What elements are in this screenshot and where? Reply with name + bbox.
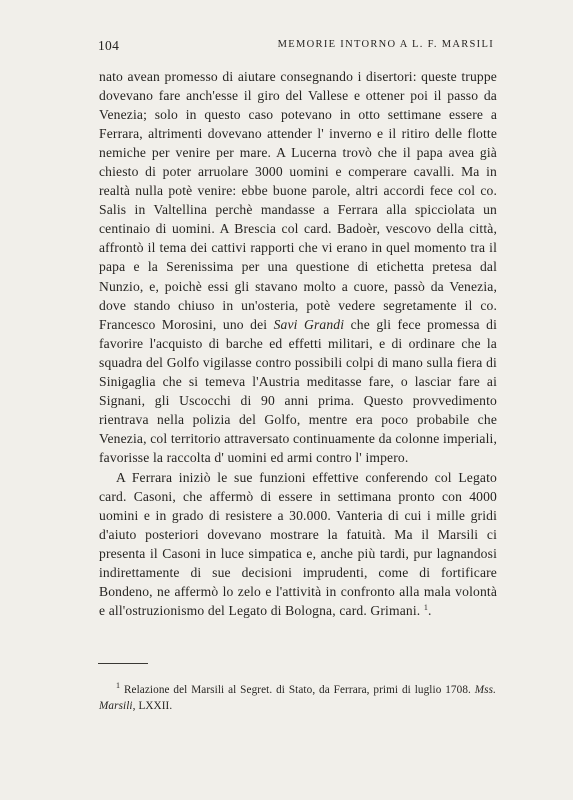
paragraph-1 — [99, 67, 497, 467]
paragraph-2-end: . — [428, 603, 432, 619]
footnote — [99, 682, 496, 714]
paragraph-2-text: A Ferrara iniziò le sue funzioni effettive conferendo col Legato card. Casoni, che affermò di essere in settimana pronto con 4000 uomini e in grado di resistere a 30.000. Vanteria di cui i mille gridi d'aiuto posteriori dovevano mostrare la fatuità. Ma il Marsili ci presenta il Casoni in luce simpatica e, anche più tardi, pur lagnandosi indirettamente di sue decisioni imprudenti, come di fortificare Bondeno, ne affermò lo zelo e l'attività in confronto alla mala volontà e all'ostruzionismo del Legato di Bologna, card. Grimani. — [99, 469, 497, 619]
footnote-marker: 1 — [116, 681, 121, 690]
running-title: MEMORIE INTORNO A L. F. MARSILI — [277, 39, 494, 50]
footnote-reference: 1 — [423, 603, 429, 613]
paragraph-1-italic: Savi Grandi — [273, 316, 345, 332]
page-number: 104 — [98, 38, 120, 53]
paragraph-1-text-a: nato avean promesso di aiutare consegnando i disertori: queste truppe dovevano fare anch'esse il giro del Vallese e ottener poi il passo da Venezia; solo in questo caso potevano in otto settimane essere a Ferrara, altrimenti dovevano attender l' inverno e il ritiro delle flotte nemiche per venire per mare. A Lucerna trovò che il papa avea già chiesto di poter arruolare 3000 uomini e comperare cavalli. Ma in realtà nulla potè venire: ebbe buone parole, altri accordi fece col co. Salis in Valtellina perchè mandasse a Ferrara alla spicciolata un centinaio di uomini. A Brescia col card. Badoèr, vescovo della città, affrontò il tema dei cattivi rapporti che vi erano in quel momento tra il papa e la Serenissima per una questione di etichetta pretesa dal Nunzio, e, poichè essi gli stavano molto a cuore, passò da Venezia, dove stando chiuso in un'osteria, potè vedere segretamente il co. Francesco Morosini, uno dei — [99, 69, 497, 332]
footnote-text-b: LXXII. — [135, 700, 173, 712]
footnote-italic: Mss. Marsili, — [99, 684, 496, 712]
footnote-separator — [98, 663, 148, 664]
page-header — [98, 38, 494, 54]
footnote-text-a: Relazione del Marsili al Segret. di Stato, da Ferrara, primi di luglio 1708. — [120, 684, 475, 696]
paragraph-2 — [99, 468, 497, 620]
paragraph-1-text-b: che gli fece promessa di favorire l'acquisto di barche ed effetti militari, e di ordinare che la squadra del Golfo vigilasse contro possibili colpi di mano sulla fiera di Sinigaglia che si temeva l'Austria meditasse fare, o lasciar fare ai Signani, gli Uscocchi di 90 anni prima. Questo provvedimento rientrava nella polizia del Golfo, mentre era poco probabile che Venezia, col territorio attraversato continuamente da colonne imperiali, favorisse la raccolta d' uomini ed armi contro l' impero. — [99, 316, 497, 465]
main-text — [99, 67, 497, 620]
